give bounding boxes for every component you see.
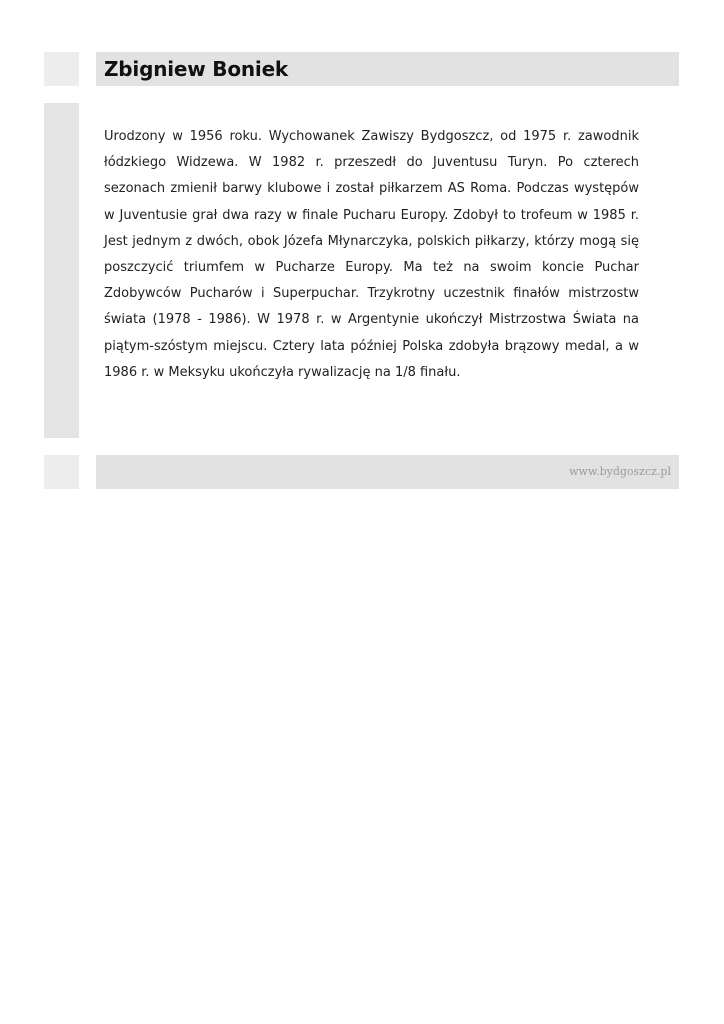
article-body: Urodzony w 1956 roku. Wychowanek Zawiszy Bydgoszcz, od 1975 r. zawodnik łódzkiego Widzewa. W 1982 r. przeszedł do Juventusu Turyn. Po czterech sezonach zmienił barwy klubowe i został piłkarzem AS Roma. Podczas występów w Juventusie grał dwa razy w finale Pucharu Europy. Zdobył to trofeum w 1985 r. Jest jednym z dwóch, obok Józefa Młynarczyka, polskich piłkarzy, którzy mogą się poszczycić triumfem w Pucharze Europy. Ma też na swoim koncie Puchar Zdobywców Pucharów i Superpuchar. Trzykrotny uczestnik finałów mistrzostw świata (1978 - 1986). W 1978 r. w Argentynie ukończył Mistrzostwa Świata na piątym-szóstym miejscu. Cztery lata później Polska zdobyła brązowy medal, a w 1986 r. w Meksyku ukończyła rywalizację na 1/8 finału. <box>104 129 639 380</box>
footer-bar <box>96 455 679 489</box>
side-accent-content <box>44 103 79 438</box>
footer-url-link[interactable]: www.bydgoszcz.pl <box>569 465 671 478</box>
page-title: Zbigniew Boniek <box>104 57 289 81</box>
title-bar <box>96 52 679 86</box>
side-accent-footer <box>44 455 79 489</box>
side-accent-top <box>44 52 79 86</box>
article-content <box>104 124 639 386</box>
